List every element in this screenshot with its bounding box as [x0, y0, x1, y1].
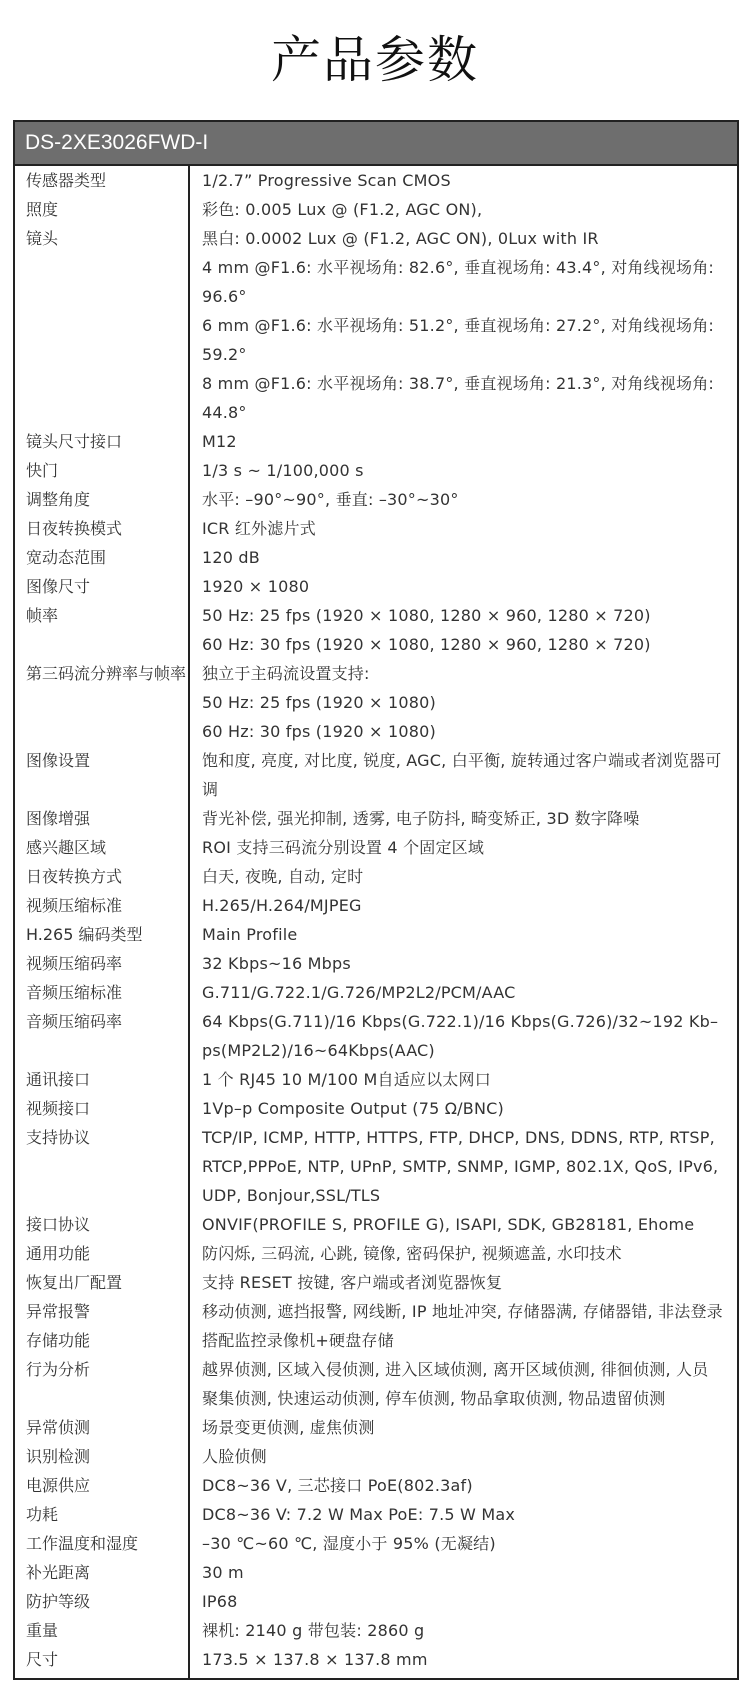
- spec-label: 帧率: [26, 606, 59, 625]
- spec-label: 传感器类型: [26, 171, 107, 190]
- spec-label: 镜头尺寸接口: [26, 432, 123, 451]
- spec-value-line: 背光补偿, 强光抑制, 透雾, 电子防抖, 畸变矫正, 3D 数字降噪: [202, 809, 640, 828]
- spec-label: 图像设置: [26, 751, 91, 770]
- spec-value-line: 44.8°: [202, 403, 247, 422]
- spec-label: 宽动态范围: [26, 548, 107, 567]
- spec-value: [190, 1558, 737, 1587]
- spec-value-line: 1/3 s ~ 1/100,000 s: [202, 461, 364, 480]
- spec-value-line: 173.5 × 137.8 × 137.8 mm: [202, 1650, 428, 1669]
- spec-value: [190, 1268, 737, 1297]
- spec-value-line: 1 个 RJ45 10 M/100 M自适应以太网口: [202, 1070, 491, 1089]
- spec-row: [15, 427, 737, 456]
- spec-value: [190, 427, 737, 456]
- spec-value-line: 6 mm @F1.6: 水平视场角: 51.2°, 垂直视场角: 27.2°, 对角线视场角:: [202, 316, 714, 335]
- spec-row: [15, 1239, 737, 1268]
- spec-label: 第三码流分辨率与帧率: [26, 664, 187, 683]
- spec-value: [190, 1239, 737, 1268]
- spec-value-line: 8 mm @F1.6: 水平视场角: 38.7°, 垂直视场角: 21.3°, 对角线视场角:: [202, 374, 714, 393]
- spec-row: [15, 1007, 737, 1065]
- spec-label: 接口协议: [26, 1215, 91, 1234]
- spec-row: [15, 659, 737, 746]
- spec-value-line: DC8~36 V: 7.2 W Max PoE: 7.5 W Max: [202, 1505, 516, 1524]
- spec-row: [15, 833, 737, 862]
- spec-value-line: 防闪烁, 三码流, 心跳, 镜像, 密码保护, 视频遮盖, 水印技术: [202, 1244, 622, 1263]
- spec-value: [190, 978, 737, 1007]
- spec-value: [190, 1645, 737, 1674]
- spec-label: 图像尺寸: [26, 577, 91, 596]
- spec-value: [190, 1326, 737, 1355]
- spec-label: 恢复出厂配置: [26, 1273, 123, 1292]
- spec-value-line: 裸机: 2140 g 带包装: 2860 g: [202, 1621, 425, 1640]
- spec-value-line: –30 ℃~60 ℃, 湿度小于 95% (无凝结): [202, 1534, 496, 1553]
- spec-label: 补光距离: [26, 1563, 91, 1582]
- spec-value: [190, 1210, 737, 1239]
- spec-rows: [15, 166, 737, 1678]
- spec-row: [15, 1355, 737, 1413]
- spec-value: [190, 1500, 737, 1529]
- spec-label: 通讯接口: [26, 1070, 91, 1089]
- spec-value-line: 人脸侦侧: [202, 1447, 267, 1466]
- spec-label: 行为分析: [26, 1360, 91, 1379]
- spec-label: 电源供应: [26, 1476, 91, 1495]
- spec-value-line: 50 Hz: 25 fps (1920 × 1080, 1280 × 960, 1280 × 720): [202, 606, 651, 625]
- spec-label: 识别检测: [26, 1447, 91, 1466]
- spec-value-line: TCP/IP, ICMP, HTTP, HTTPS, FTP, DHCP, DNS, DDNS, RTP, RTSP,: [202, 1128, 715, 1147]
- spec-value: [190, 224, 737, 427]
- spec-row: [15, 1500, 737, 1529]
- spec-value-line: Main Profile: [202, 925, 298, 944]
- spec-value: [190, 862, 737, 891]
- spec-row: [15, 804, 737, 833]
- spec-label: 日夜转换模式: [26, 519, 123, 538]
- spec-value-line: 60 Hz: 30 fps (1920 × 1080, 1280 × 960, 1280 × 720): [202, 635, 651, 654]
- spec-value: [190, 891, 737, 920]
- spec-value-line: M12: [202, 432, 237, 451]
- spec-label: 日夜转换方式: [26, 867, 123, 886]
- spec-row: [15, 166, 737, 195]
- spec-row: [15, 543, 737, 572]
- spec-label: 调整角度: [26, 490, 91, 509]
- spec-table: [13, 120, 739, 1680]
- spec-value: [190, 1123, 737, 1210]
- spec-row: [15, 1616, 737, 1645]
- spec-label: 支持协议: [26, 1128, 91, 1147]
- spec-value: [190, 1297, 737, 1326]
- spec-value: [190, 920, 737, 949]
- spec-value: [190, 1529, 737, 1558]
- spec-value-line: UDP, Bonjour,SSL/TLS: [202, 1186, 381, 1205]
- spec-value-line: 1Vp–p Composite Output (75 Ω/BNC): [202, 1099, 504, 1118]
- spec-value: [190, 1065, 737, 1094]
- spec-label: 功耗: [26, 1505, 59, 1524]
- spec-label: 音频压缩码率: [26, 1012, 123, 1031]
- spec-row: [15, 514, 737, 543]
- spec-row: [15, 1210, 737, 1239]
- spec-value-line: DC8~36 V, 三芯接口 PoE(802.3af): [202, 1476, 473, 1495]
- spec-value: [190, 1355, 737, 1413]
- page-title: 产品参数: [271, 31, 479, 89]
- spec-value-line: 30 m: [202, 1563, 244, 1582]
- spec-value-line: 4 mm @F1.6: 水平视场角: 82.6°, 垂直视场角: 43.4°, 对角线视场角:: [202, 258, 714, 277]
- model-header: DS-2XE3026FWD-I: [15, 122, 737, 166]
- spec-row: [15, 891, 737, 920]
- spec-row: [15, 746, 737, 804]
- spec-label: 感兴趣区域: [26, 838, 107, 857]
- spec-row: [15, 920, 737, 949]
- spec-row: [15, 1471, 737, 1500]
- spec-rows-list: [15, 166, 737, 1674]
- spec-row: [15, 1094, 737, 1123]
- spec-value-line: 白天, 夜晚, 自动, 定时: [202, 867, 364, 886]
- spec-label: 音频压缩标准: [26, 983, 123, 1002]
- spec-value: [190, 804, 737, 833]
- spec-value: [190, 1616, 737, 1645]
- spec-row: [15, 195, 737, 224]
- spec-value-line: 64 Kbps(G.711)/16 Kbps(G.722.1)/16 Kbps(G.726)/32~192 Kb–: [202, 1012, 719, 1031]
- spec-label: 存储功能: [26, 1331, 91, 1350]
- spec-value-line: 聚集侦测, 快速运动侦测, 停车侦测, 物品拿取侦测, 物品遗留侦测: [202, 1389, 666, 1408]
- spec-label: 防护等级: [26, 1592, 91, 1611]
- spec-value-line: 调: [202, 780, 219, 799]
- spec-value-line: IP68: [202, 1592, 238, 1611]
- spec-value: [190, 166, 737, 195]
- spec-label: 尺寸: [26, 1650, 59, 1669]
- spec-value: [190, 746, 737, 804]
- spec-value-line: 120 dB: [202, 548, 260, 567]
- spec-row: [15, 1442, 737, 1471]
- spec-value: [190, 1442, 737, 1471]
- spec-row: [15, 1529, 737, 1558]
- spec-value-line: 场景变更侦测, 虚焦侦测: [202, 1418, 375, 1437]
- spec-value-line: 支持 RESET 按键, 客户端或者浏览器恢复: [202, 1273, 503, 1292]
- spec-label: 视频压缩码率: [26, 954, 123, 973]
- spec-value-line: 独立于主码流设置支持:: [202, 664, 370, 683]
- spec-value: [190, 1094, 737, 1123]
- spec-label: 图像增强: [26, 809, 91, 828]
- spec-value-line: 50 Hz: 25 fps (1920 × 1080): [202, 693, 436, 712]
- spec-value-line: 黑白: 0.0002 Lux @ (F1.2, AGC ON), 0Lux with IR: [202, 229, 599, 248]
- spec-label: H.265 编码类型: [26, 925, 143, 944]
- spec-value-line: ROI 支持三码流分别设置 4 个固定区域: [202, 838, 485, 857]
- spec-value-line: ICR 红外滤片式: [202, 519, 316, 538]
- spec-row: [15, 1645, 737, 1674]
- spec-label: 工作温度和湿度: [26, 1534, 139, 1553]
- spec-value: [190, 456, 737, 485]
- spec-value-line: ONVIF(PROFILE S, PROFILE G), ISAPI, SDK, GB28181, Ehome: [202, 1215, 695, 1234]
- spec-value: [190, 1587, 737, 1616]
- spec-label: 通用功能: [26, 1244, 91, 1263]
- spec-label: 重量: [26, 1621, 59, 1640]
- spec-label: 视频接口: [26, 1099, 91, 1118]
- spec-value-line: ps(MP2L2)/16~64Kbps(AAC): [202, 1041, 435, 1060]
- spec-value-line: 32 Kbps~16 Mbps: [202, 954, 351, 973]
- spec-value-line: 越界侦测, 区域入侵侦测, 进入区域侦测, 离开区域侦测, 徘徊侦测, 人员: [202, 1360, 709, 1379]
- spec-value-line: 60 Hz: 30 fps (1920 × 1080): [202, 722, 436, 741]
- spec-value-line: 水平: –90°~90°, 垂直: –30°~30°: [202, 490, 459, 509]
- spec-value-line: 移动侦测, 遮挡报警, 网线断, IP 地址冲突, 存储器满, 存储器错, 非法登录: [202, 1302, 723, 1321]
- spec-value: [190, 949, 737, 978]
- spec-value: [190, 543, 737, 572]
- spec-row: [15, 862, 737, 891]
- spec-value-line: 彩色: 0.005 Lux @ (F1.2, AGC ON),: [202, 200, 483, 219]
- spec-value: [190, 572, 737, 601]
- spec-value-line: G.711/G.722.1/G.726/MP2L2/PCM/AAC: [202, 983, 516, 1002]
- spec-value-line: 1920 × 1080: [202, 577, 310, 596]
- spec-value: [190, 195, 737, 224]
- spec-value: [190, 601, 737, 659]
- spec-row: [15, 1065, 737, 1094]
- spec-value: [190, 833, 737, 862]
- spec-row: [15, 572, 737, 601]
- spec-label: 异常报警: [26, 1302, 91, 1321]
- spec-row: [15, 456, 737, 485]
- spec-label: 照度: [26, 200, 59, 219]
- spec-value-line: RTCP,PPPoE, NTP, UPnP, SMTP, SNMP, IGMP, 802.1X, QoS, IPv6,: [202, 1157, 719, 1176]
- spec-value: [190, 1471, 737, 1500]
- spec-value-line: 96.6°: [202, 287, 247, 306]
- spec-value: [190, 1007, 737, 1065]
- spec-value-line: 1/2.7” Progressive Scan CMOS: [202, 171, 451, 190]
- spec-value-line: H.265/H.264/MJPEG: [202, 896, 362, 915]
- spec-label: 快门: [26, 461, 59, 480]
- spec-row: [15, 978, 737, 1007]
- spec-row: [15, 224, 737, 427]
- spec-value: [190, 1413, 737, 1442]
- spec-row: [15, 1326, 737, 1355]
- spec-row: [15, 1587, 737, 1616]
- spec-row: [15, 1413, 737, 1442]
- spec-value-line: 59.2°: [202, 345, 247, 364]
- spec-row: [15, 1558, 737, 1587]
- spec-label: 镜头: [26, 229, 59, 248]
- spec-row: [15, 1268, 737, 1297]
- spec-value: [190, 485, 737, 514]
- spec-label: 视频压缩标准: [26, 896, 123, 915]
- spec-row: [15, 485, 737, 514]
- spec-value-line: 搭配监控录像机+硬盘存储: [202, 1331, 394, 1350]
- spec-value: [190, 514, 737, 543]
- spec-value: [190, 659, 737, 746]
- spec-row: [15, 949, 737, 978]
- spec-row: [15, 1297, 737, 1326]
- spec-label: 异常侦测: [26, 1418, 91, 1437]
- spec-row: [15, 601, 737, 659]
- spec-row: [15, 1123, 737, 1210]
- spec-value-line: 饱和度, 亮度, 对比度, 锐度, AGC, 白平衡, 旋转通过客户端或者浏览器可: [202, 751, 722, 770]
